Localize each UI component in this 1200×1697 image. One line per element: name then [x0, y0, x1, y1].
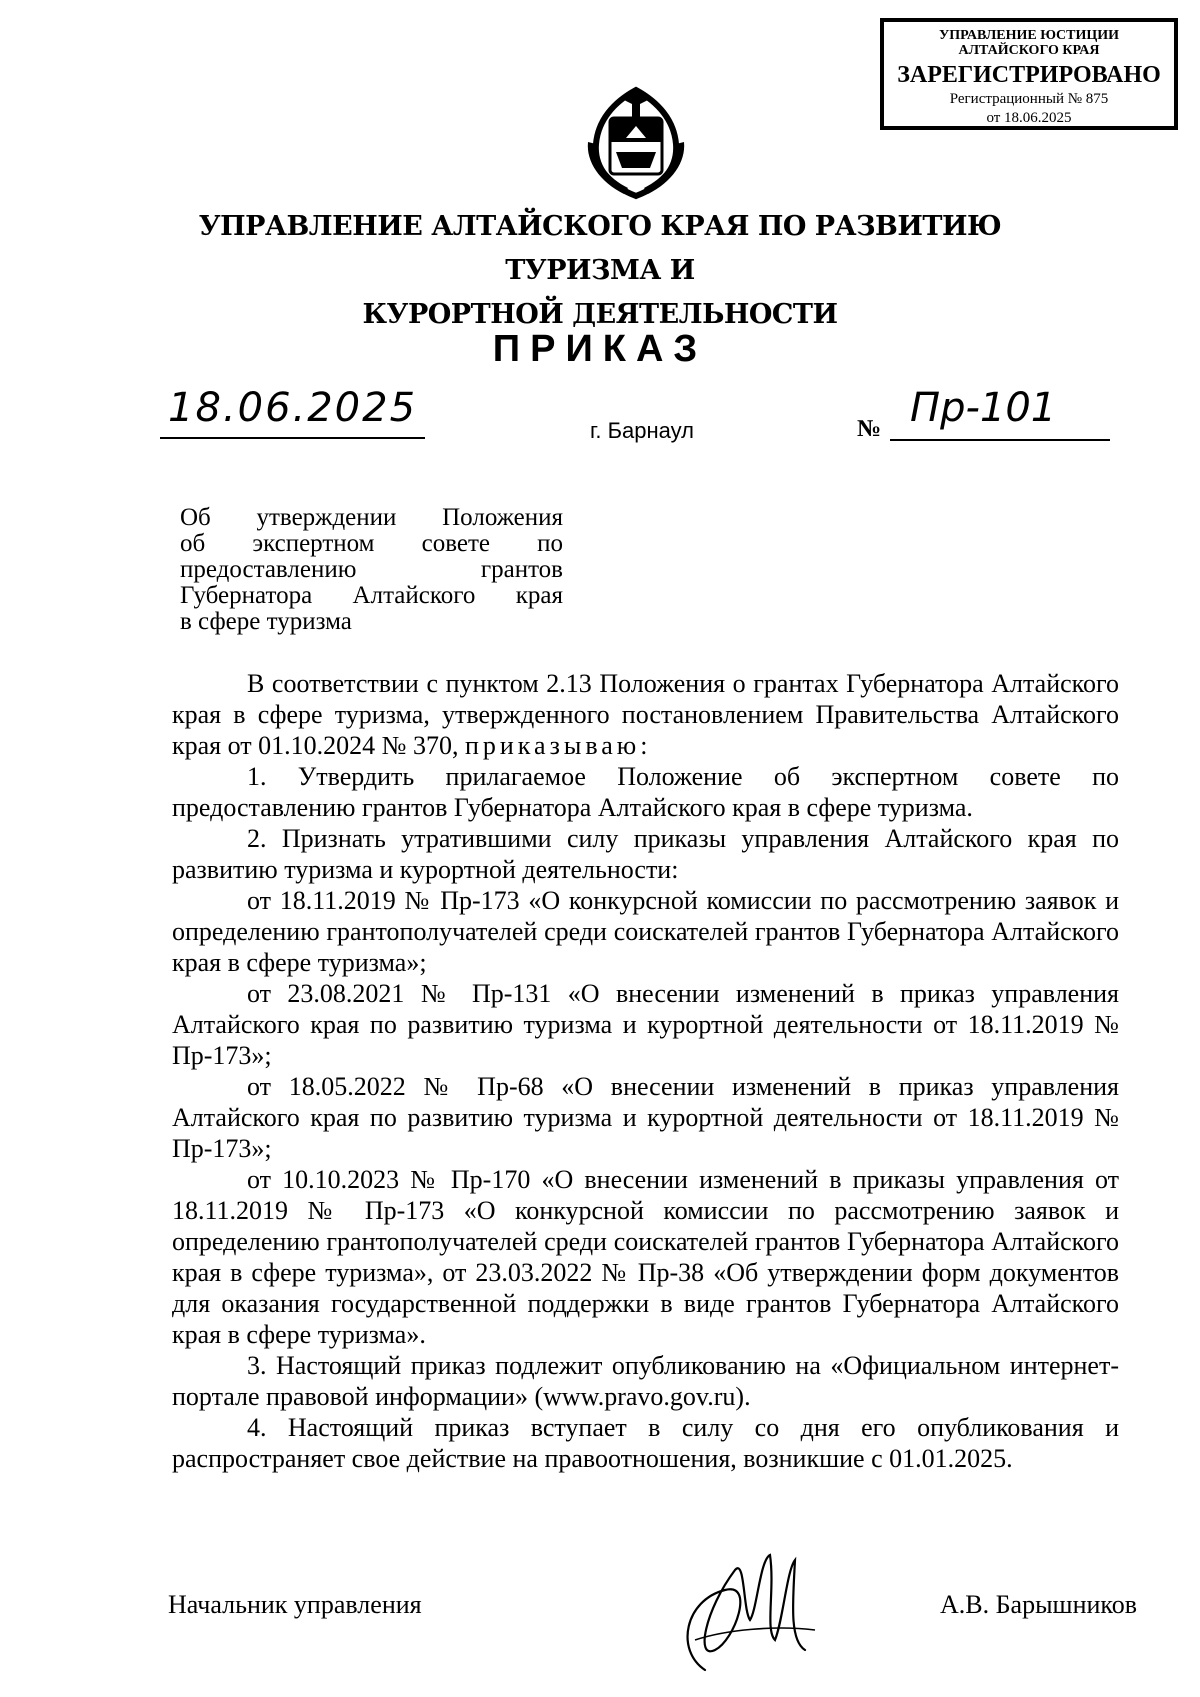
- stamp-reg-number: Регистрационный № 875: [949, 91, 1109, 107]
- repealed-order-1: от 18.11.2019 № Пр-173 «О конкурсной комиссии по рассмотрению заявок и определению грантополучателей среди соискателей грантов Губернатора Алтайского края в сфере туризма»;: [172, 886, 1119, 977]
- signatory-name: А.В. Барышников: [940, 1590, 1137, 1619]
- body-paragraph-item-4: 4. Настоящий приказ вступает в силу со дня его опубликования и распространяет свое действие на правоотношения, возникшие с 01.01.2025.: [172, 1413, 1119, 1473]
- subject-line: в сфере туризма: [180, 608, 352, 635]
- document-type-title: ПРИКАЗ: [492, 328, 708, 370]
- agency-name-line1: УПРАВЛЕНИЕ АЛТАЙСКОГО КРАЯ ПО РАЗВИТИЮ ТУРИЗМА И: [198, 211, 1002, 286]
- subject-line: Об утверждении Положения: [180, 504, 563, 531]
- order-body: [172, 668, 1119, 1474]
- repealed-order-4: от 10.10.2023 № Пр-170 «О внесении изменений в приказы управления от 18.11.2019 № Пр-173 «О конкурсной комиссии по рассмотрению заявок и определению грантополучателей среди соискателей грантов Губернатора Алтайского края в сфере туризма», от 23.03.2022 № Пр-38 «Об утверждении форм документов для оказания государственной поддержки в виде грантов Губернатора Алтайского края в сфере туризма».: [172, 1165, 1119, 1349]
- stamp-reg-date: от 18.06.2025: [986, 110, 1072, 126]
- agency-name-line2: КУРОРТНОЙ ДЕЯТЕЛЬНОСТИ: [362, 299, 838, 330]
- body-paragraph-item-3: 3. Настоящий приказ подлежит опубликованию на «Официальном интернет-портале правовой информации» (www.pravo.gov.ru).: [172, 1351, 1119, 1411]
- signatory-position: Начальник управления: [168, 1590, 422, 1619]
- handwritten-signature: [665, 1530, 825, 1690]
- city: г. Барнаул: [590, 418, 694, 443]
- order-verb: приказываю:: [464, 731, 652, 760]
- stamp-line1: УПРАВЛЕНИЕ ЮСТИЦИИ: [939, 28, 1119, 43]
- registration-stamp: [880, 18, 1178, 130]
- order-number-handwritten: Пр-101: [910, 385, 1057, 431]
- preamble-text: В соответствии с пунктом 2.13 Положения о грантах Губернатора Алтайского края в сфере туризма, утвержденного постановлением Правительства Алтайского края от 01.10.2024 № 370,: [172, 669, 1119, 760]
- number-underline: [890, 439, 1110, 441]
- coat-of-arms-icon: [576, 82, 696, 202]
- subject-line: об экспертном совете по: [180, 530, 563, 557]
- body-paragraph-item-1: 1. Утвердить прилагаемое Положение об экспертном совете по предоставлению грантов Губернатора Алтайского края в сфере туризма.: [172, 762, 1119, 822]
- agency-name: [160, 205, 1040, 337]
- repealed-order-3: от 18.05.2022 № Пр-68 «О внесении изменений в приказ управления Алтайского края по развитию туризма и курортной деятельности от 18.11.2019 № Пр-173»;: [172, 1072, 1119, 1163]
- repealed-order-2: от 23.08.2021 № Пр-131 «О внесении изменений в приказ управления Алтайского края по развитию туризма и курортной деятельности от 18.11.2019 № Пр-173»;: [172, 979, 1119, 1070]
- subject-line: Губернатора Алтайского края: [180, 582, 563, 609]
- number-label: №: [857, 416, 882, 442]
- order-subject: [180, 505, 563, 635]
- stamp-line2: АЛТАЙСКОГО КРАЯ: [958, 43, 1100, 58]
- date-underline: [160, 437, 425, 439]
- order-date-handwritten: 18.06.2025: [168, 385, 418, 431]
- body-paragraph-item-2: 2. Признать утратившими силу приказы управления Алтайского края по развитию туризма и курортной деятельности:: [172, 824, 1119, 884]
- body-paragraph-preamble: [172, 668, 1119, 761]
- stamp-status: ЗАРЕГИСТРИРОВАНО: [897, 62, 1161, 88]
- subject-line: предоставлению грантов: [180, 556, 563, 583]
